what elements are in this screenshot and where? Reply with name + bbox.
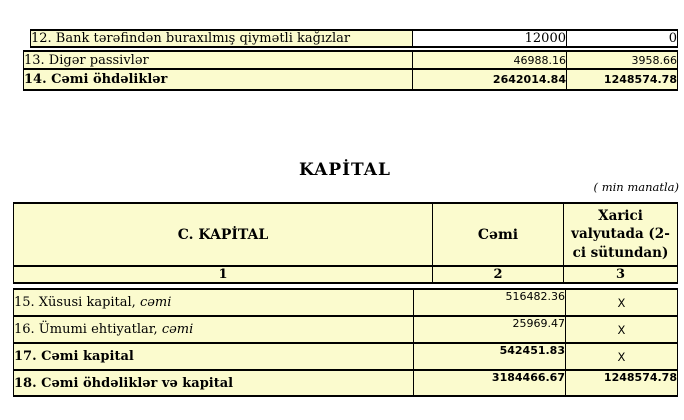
row16-label-italic: cəmi	[161, 322, 194, 337]
row12-total-cell: 12000	[413, 30, 567, 47]
section-title: KAPİTAL	[299, 160, 391, 180]
table-row	[14, 289, 678, 316]
row16-label-cell	[14, 316, 414, 343]
header-col3-line1: Xarici	[598, 207, 643, 224]
row17-total-cell: 542451.83	[414, 343, 566, 370]
row15-label-italic: cəmi	[139, 295, 172, 310]
table-row	[14, 370, 678, 396]
header-col2-cell: Cəmi	[433, 203, 564, 266]
header-row	[14, 203, 678, 266]
row13-foreign-cell: 3958.66	[567, 51, 678, 69]
row16-total-cell: 25969.47	[414, 316, 566, 343]
header-col3-line2: valyutada (2-	[571, 226, 670, 243]
row15-label-cell	[14, 289, 414, 316]
row18-foreign-cell: 1248574.78	[566, 370, 678, 396]
row16-label: 16. Ümumi ehtiyatlar,	[14, 322, 162, 337]
row12-foreign-cell: 0	[567, 30, 678, 47]
row14-foreign-cell: 1248574.78	[567, 69, 678, 90]
row14-total-cell: 2642014.84	[413, 69, 567, 90]
row16-foreign-cell: X	[566, 316, 678, 343]
header-col1-cell: C. KAPİTAL	[14, 203, 433, 266]
capital-table-body	[13, 288, 678, 397]
row13-total-cell: 46988.16	[413, 51, 567, 69]
table-row	[31, 30, 678, 47]
index-col3-cell: 3	[564, 266, 678, 283]
row18-total-cell: 3184466.67	[414, 370, 566, 396]
index-col1-cell: 1	[14, 266, 433, 283]
row13-label-cell: 13. Digər passivlər	[24, 51, 413, 69]
liabilities-table-row12	[30, 29, 678, 48]
table-row	[24, 51, 678, 69]
table-row	[14, 316, 678, 343]
row12-label-cell: 12. Bank tərəfindən buraxılmış qiymətli kağızlar	[31, 30, 413, 47]
row17-foreign-cell: X	[566, 343, 678, 370]
row15-label: 15. Xüsusi kapital,	[14, 295, 140, 310]
units-note: ( min manatla)	[593, 180, 679, 194]
row15-foreign-cell: X	[566, 289, 678, 316]
index-col2-cell: 2	[433, 266, 564, 283]
header-col3-cell	[564, 203, 678, 266]
liabilities-table-rows13-14	[23, 50, 678, 91]
table-row	[14, 343, 678, 370]
capital-table-header	[13, 202, 678, 284]
row14-label-cell: 14. Cəmi öhdəliklər	[24, 69, 413, 90]
row18-label-cell: 18. Cəmi öhdəliklər və kapital	[14, 370, 414, 396]
table-row	[24, 69, 678, 90]
column-index-row	[14, 266, 678, 283]
header-col3-line3: ci sütundan)	[572, 244, 669, 261]
row15-total-cell: 516482.36	[414, 289, 566, 316]
row17-label-cell: 17. Cəmi kapital	[14, 343, 414, 370]
